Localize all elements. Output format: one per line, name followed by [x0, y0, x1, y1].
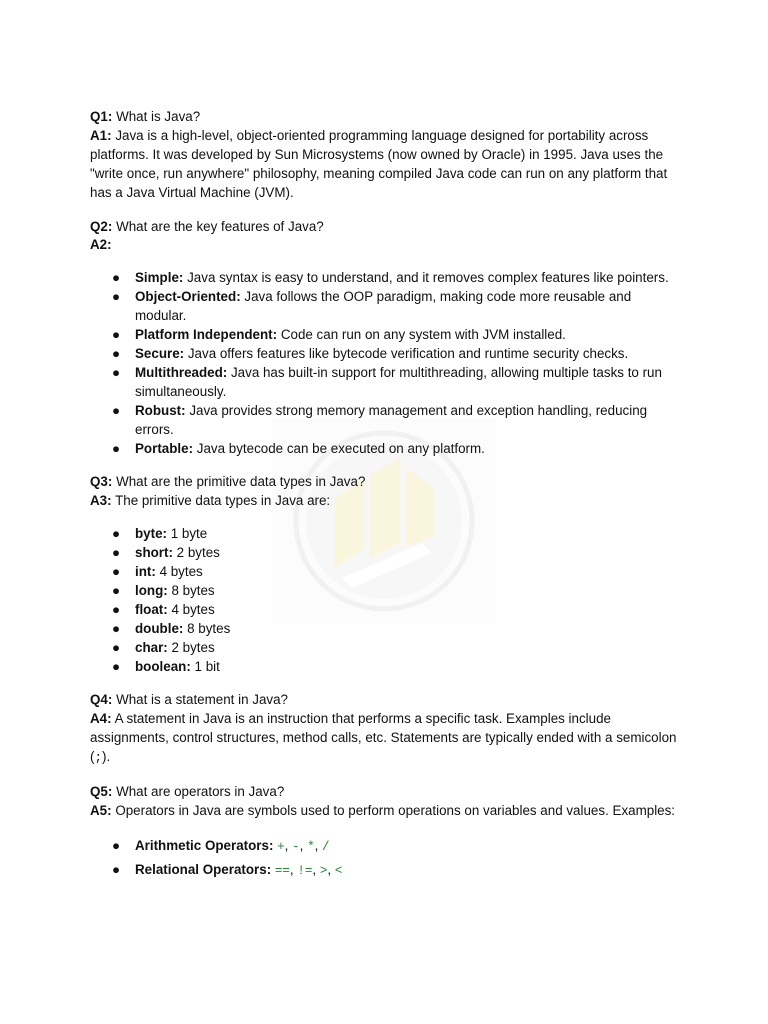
item-desc: 8 bytes	[187, 620, 231, 636]
item-term: Arithmetic Operators:	[135, 837, 274, 853]
question-text: What are operators in Java?	[116, 784, 285, 800]
bullet-icon: ●	[112, 364, 121, 380]
item-desc: 2 bytes	[171, 639, 215, 655]
bullet-icon: ●	[112, 526, 121, 542]
operators-list	[90, 837, 680, 881]
item-desc: Java bytecode can be executed on any platform.	[196, 440, 485, 456]
item-term: char:	[135, 639, 168, 655]
list-item	[90, 402, 680, 440]
item-desc: 2 bytes	[176, 545, 220, 561]
bullet-icon: ●	[112, 270, 121, 286]
list-item	[90, 620, 680, 639]
list-item	[90, 658, 680, 677]
data-types-list	[90, 525, 680, 676]
item-desc: 4 bytes	[171, 601, 215, 617]
list-item	[90, 563, 680, 582]
question-3	[90, 473, 680, 492]
item-desc: Java offers features like bytecode verification and runtime security checks.	[187, 345, 629, 361]
bullet-icon: ●	[112, 440, 121, 456]
item-desc: 1 byte	[170, 526, 208, 542]
question-label: Q1:	[90, 109, 113, 124]
list-item	[90, 525, 680, 544]
item-desc: Java syntax is easy to understand, and it removes complex features like pointers.	[187, 270, 669, 286]
answer-text: A statement in Java is an instruction that performs a specific task. Examples include assignments, control structures, method calls, etc. Statements are typically ended with a semicolon (	[90, 711, 677, 765]
item-term: Portable:	[135, 440, 194, 456]
list-item	[90, 582, 680, 601]
operator-code: !=	[297, 863, 313, 878]
item-term: Platform Independent:	[135, 327, 278, 343]
answer-label: A4:	[90, 711, 112, 727]
item-term: Robust:	[135, 402, 186, 418]
item-term: float:	[135, 601, 168, 617]
list-item	[90, 364, 680, 402]
item-term: Multithreaded:	[135, 364, 228, 380]
item-desc: 4 bytes	[159, 564, 203, 580]
item-term: short:	[135, 545, 173, 561]
answer-5	[90, 802, 680, 821]
answer-tail: ).	[101, 749, 111, 765]
bullet-icon: ●	[112, 620, 121, 636]
bullet-icon: ●	[112, 837, 121, 853]
code-semicolon: ;	[94, 751, 102, 766]
answer-1	[90, 127, 680, 203]
item-term: boolean:	[135, 658, 191, 674]
item-term: Secure:	[135, 345, 185, 361]
answer-label: A2:	[90, 237, 112, 253]
item-term: Object-Oriented:	[135, 289, 241, 305]
bullet-icon: ●	[112, 545, 121, 561]
question-4	[90, 691, 680, 710]
list-item	[90, 440, 680, 459]
list-item	[90, 326, 680, 345]
question-label: Q3:	[90, 474, 113, 490]
question-5	[90, 783, 680, 802]
item-term: double:	[135, 620, 184, 636]
operator-code: *	[307, 839, 315, 854]
bullet-icon: ●	[112, 658, 121, 674]
operator-code: >	[319, 863, 328, 878]
item-term: byte:	[135, 526, 167, 542]
question-text: What is Java?	[116, 109, 201, 124]
item-term: long:	[135, 582, 168, 598]
list-item	[90, 544, 680, 563]
item-desc: Java provides strong memory management and exception handling, reducing errors.	[135, 402, 648, 437]
list-item	[90, 639, 680, 658]
question-label: Q2:	[90, 218, 113, 234]
answer-text: Operators in Java are symbols used to perform operations on variables and values. Examples:	[115, 803, 676, 818]
question-text: What are the primitive data types in Java?	[116, 474, 366, 490]
question-1	[90, 108, 680, 127]
answer-3	[90, 492, 680, 511]
answer-label: A1:	[90, 127, 112, 143]
bullet-icon: ●	[112, 327, 121, 343]
operator-code: <	[334, 863, 343, 878]
bullet-icon: ●	[112, 345, 121, 361]
operator-code: ==	[274, 863, 290, 878]
bullet-icon: ●	[112, 289, 121, 305]
list-item: ● Relational Operators: ==, !=, >, <	[112, 861, 343, 878]
answer-text: Java is a high-level, object-oriented programming language designed for portability across platforms. It was developed by Sun Microsystems (now owned by Oracle) in 1995. Java uses the "write once, run anywhere" philosophy, meaning compiled Java code can run on any platform that has a Java Virtual Machine (JVM).	[90, 127, 668, 200]
question-label: Q5:	[90, 784, 113, 800]
answer-label: A5:	[90, 803, 112, 818]
question-label: Q4:	[90, 692, 113, 708]
answer-label: A3:	[90, 493, 112, 509]
bullet-icon: ●	[112, 639, 121, 655]
item-desc: Java follows the OOP paradigm, making code more reusable and modular.	[135, 289, 632, 324]
answer-4	[90, 710, 680, 768]
item-desc: Code can run on any system with JVM installed.	[280, 327, 566, 343]
question-text: What are the key features of Java?	[116, 218, 324, 234]
item-term: Simple:	[135, 270, 184, 286]
answer-2	[90, 236, 680, 255]
item-desc: 1 bit	[194, 658, 220, 674]
list-item	[90, 288, 680, 326]
list-item	[90, 601, 680, 620]
item-desc: Java has built-in support for multithreading, allowing multiple tasks to run simultaneously.	[135, 364, 662, 399]
list-item	[90, 345, 680, 364]
list-item: ● Arithmetic Operators: +, -, *, /	[112, 837, 330, 854]
bullet-icon: ●	[112, 564, 121, 580]
question-2	[90, 218, 680, 237]
operator-code: +	[277, 839, 285, 854]
question-text: What is a statement in Java?	[116, 692, 288, 708]
answer-text: The primitive data types in Java are:	[115, 493, 331, 509]
bullet-icon: ●	[112, 601, 121, 617]
operator-code: -	[292, 839, 300, 854]
document-body	[90, 108, 680, 881]
item-desc: 8 bytes	[171, 582, 215, 598]
bullet-icon: ●	[112, 402, 121, 418]
list-item	[90, 269, 680, 288]
bullet-icon: ●	[112, 861, 121, 877]
item-term: Relational Operators:	[135, 861, 272, 877]
bullet-icon: ●	[112, 582, 121, 598]
features-list	[90, 269, 680, 458]
operator-code: /	[322, 839, 330, 854]
item-term: int:	[135, 564, 156, 580]
